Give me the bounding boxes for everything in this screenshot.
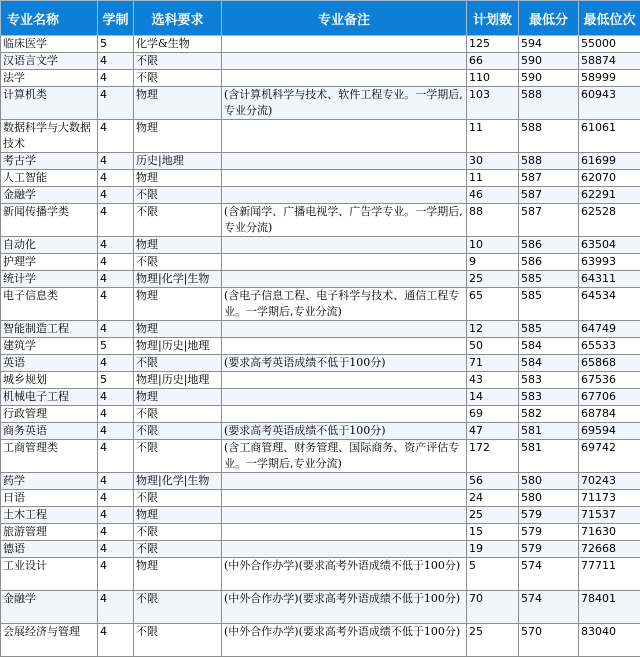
major-cell: 建筑学 xyxy=(1,338,98,355)
major-cell: 法学 xyxy=(1,70,98,87)
plan-cell: 11 xyxy=(467,120,519,153)
min-rank-cell: 64749 xyxy=(579,321,640,338)
note-cell xyxy=(222,507,467,524)
subjects-cell: 物理|化学|生物 xyxy=(134,271,222,288)
table-body xyxy=(1,36,640,657)
plan-cell: 70 xyxy=(467,591,519,624)
table-row xyxy=(1,355,640,372)
table-row xyxy=(1,473,640,490)
note-cell xyxy=(222,338,467,355)
table-row xyxy=(1,271,640,288)
plan-cell: 25 xyxy=(467,271,519,288)
subjects-cell: 物理 xyxy=(134,321,222,338)
min-rank-cell: 67536 xyxy=(579,372,640,389)
min-score-cell: 586 xyxy=(519,237,579,254)
major-cell: 英语 xyxy=(1,355,98,372)
header-major: 专业名称 xyxy=(1,1,98,36)
min-score-cell: 579 xyxy=(519,541,579,558)
plan-cell: 69 xyxy=(467,406,519,423)
table-row xyxy=(1,541,640,558)
note-cell xyxy=(222,53,467,70)
table-row xyxy=(1,524,640,541)
table-row xyxy=(1,53,640,70)
min-score-cell: 594 xyxy=(519,36,579,53)
note-cell xyxy=(222,271,467,288)
major-cell: 工商管理类 xyxy=(1,440,98,473)
table-row xyxy=(1,440,640,473)
table-row xyxy=(1,36,640,53)
subjects-cell: 物理 xyxy=(134,237,222,254)
years-cell: 5 xyxy=(98,338,134,355)
min-score-cell: 574 xyxy=(519,558,579,591)
table-row xyxy=(1,237,640,254)
years-cell: 4 xyxy=(98,558,134,591)
min-rank-cell: 72668 xyxy=(579,541,640,558)
subjects-cell: 化学&生物 xyxy=(134,36,222,53)
plan-cell: 88 xyxy=(467,204,519,237)
note-cell xyxy=(222,237,467,254)
major-cell: 电子信息类 xyxy=(1,288,98,321)
note-cell: (含电子信息工程、电子科学与技术、通信工程专业。一学期后,专业分流) xyxy=(222,288,467,321)
header-years: 学制 xyxy=(98,1,134,36)
major-cell: 日语 xyxy=(1,490,98,507)
table-row xyxy=(1,406,640,423)
note-cell xyxy=(222,524,467,541)
min-rank-cell: 69742 xyxy=(579,440,640,473)
min-score-cell: 579 xyxy=(519,507,579,524)
plan-cell: 47 xyxy=(467,423,519,440)
min-score-cell: 581 xyxy=(519,440,579,473)
subjects-cell: 物理 xyxy=(134,120,222,153)
years-cell: 4 xyxy=(98,389,134,406)
note-cell xyxy=(222,321,467,338)
note-cell: (含新闻学、广播电视学、广告学专业。一学期后,专业分流) xyxy=(222,204,467,237)
subjects-cell: 不限 xyxy=(134,524,222,541)
min-score-cell: 588 xyxy=(519,120,579,153)
note-cell: (中外合作办学)(要求高考外语成绩不低于100分) xyxy=(222,591,467,624)
note-cell: (要求高考英语成绩不低于100分) xyxy=(222,423,467,440)
min-score-cell: 584 xyxy=(519,355,579,372)
plan-cell: 19 xyxy=(467,541,519,558)
note-cell xyxy=(222,473,467,490)
note-cell xyxy=(222,70,467,87)
plan-cell: 11 xyxy=(467,170,519,187)
min-rank-cell: 70243 xyxy=(579,473,640,490)
min-rank-cell: 58999 xyxy=(579,70,640,87)
plan-cell: 71 xyxy=(467,355,519,372)
major-cell: 计算机类 xyxy=(1,87,98,120)
subjects-cell: 不限 xyxy=(134,541,222,558)
table-header-row xyxy=(1,1,640,36)
min-rank-cell: 71630 xyxy=(579,524,640,541)
subjects-cell: 物理|历史|地理 xyxy=(134,372,222,389)
note-cell: (含工商管理、财务管理、国际商务、资产评估专业。一学期后,专业分流) xyxy=(222,440,467,473)
years-cell: 4 xyxy=(98,591,134,624)
note-cell xyxy=(222,389,467,406)
subjects-cell: 物理 xyxy=(134,87,222,120)
note-cell: (中外合作办学)(要求高考外语成绩不低于100分) xyxy=(222,624,467,657)
table-row xyxy=(1,338,640,355)
min-score-cell: 587 xyxy=(519,187,579,204)
min-score-cell: 585 xyxy=(519,321,579,338)
table-row xyxy=(1,558,640,591)
subjects-cell: 物理 xyxy=(134,288,222,321)
table-row xyxy=(1,389,640,406)
note-cell xyxy=(222,187,467,204)
min-rank-cell: 62070 xyxy=(579,170,640,187)
subjects-cell: 物理 xyxy=(134,170,222,187)
min-rank-cell: 77711 xyxy=(579,558,640,591)
years-cell: 4 xyxy=(98,288,134,321)
years-cell: 4 xyxy=(98,53,134,70)
min-rank-cell: 67706 xyxy=(579,389,640,406)
table-row xyxy=(1,170,640,187)
table-row xyxy=(1,153,640,170)
min-rank-cell: 62291 xyxy=(579,187,640,204)
min-rank-cell: 63993 xyxy=(579,254,640,271)
major-cell: 人工智能 xyxy=(1,170,98,187)
plan-cell: 9 xyxy=(467,254,519,271)
min-score-cell: 570 xyxy=(519,624,579,657)
years-cell: 4 xyxy=(98,423,134,440)
table-row xyxy=(1,624,640,657)
years-cell: 4 xyxy=(98,204,134,237)
min-rank-cell: 61061 xyxy=(579,120,640,153)
note-cell xyxy=(222,541,467,558)
table-row xyxy=(1,70,640,87)
plan-cell: 15 xyxy=(467,524,519,541)
subjects-cell: 物理|化学|生物 xyxy=(134,473,222,490)
min-rank-cell: 55000 xyxy=(579,36,640,53)
note-cell: (要求高考英语成绩不低于100分) xyxy=(222,355,467,372)
major-cell: 新闻传播学类 xyxy=(1,204,98,237)
note-cell: (中外合作办学)(要求高考外语成绩不低于100分) xyxy=(222,558,467,591)
header-plan: 计划数 xyxy=(467,1,519,36)
subjects-cell: 物理 xyxy=(134,558,222,591)
plan-cell: 110 xyxy=(467,70,519,87)
min-score-cell: 584 xyxy=(519,338,579,355)
years-cell: 4 xyxy=(98,490,134,507)
years-cell: 4 xyxy=(98,187,134,204)
plan-cell: 12 xyxy=(467,321,519,338)
min-score-cell: 580 xyxy=(519,473,579,490)
years-cell: 4 xyxy=(98,237,134,254)
min-rank-cell: 64534 xyxy=(579,288,640,321)
subjects-cell: 不限 xyxy=(134,204,222,237)
header-min-rank: 最低位次 xyxy=(579,1,640,36)
min-score-cell: 583 xyxy=(519,389,579,406)
note-cell: (含计算机科学与技术、软件工程专业。一学期后,专业分流) xyxy=(222,87,467,120)
plan-cell: 50 xyxy=(467,338,519,355)
subjects-cell: 不限 xyxy=(134,406,222,423)
min-rank-cell: 60943 xyxy=(579,87,640,120)
plan-cell: 43 xyxy=(467,372,519,389)
subjects-cell: 不限 xyxy=(134,70,222,87)
note-cell xyxy=(222,406,467,423)
years-cell: 4 xyxy=(98,254,134,271)
subjects-cell: 物理 xyxy=(134,389,222,406)
years-cell: 4 xyxy=(98,355,134,372)
years-cell: 4 xyxy=(98,406,134,423)
subjects-cell: 不限 xyxy=(134,423,222,440)
major-cell: 汉语言文学 xyxy=(1,53,98,70)
plan-cell: 46 xyxy=(467,187,519,204)
min-rank-cell: 65868 xyxy=(579,355,640,372)
min-score-cell: 580 xyxy=(519,490,579,507)
years-cell: 4 xyxy=(98,473,134,490)
major-cell: 商务英语 xyxy=(1,423,98,440)
plan-cell: 103 xyxy=(467,87,519,120)
plan-cell: 25 xyxy=(467,624,519,657)
years-cell: 4 xyxy=(98,120,134,153)
plan-cell: 65 xyxy=(467,288,519,321)
years-cell: 4 xyxy=(98,271,134,288)
min-rank-cell: 68784 xyxy=(579,406,640,423)
table-row xyxy=(1,423,640,440)
header-note: 专业备注 xyxy=(222,1,467,36)
major-cell: 考古学 xyxy=(1,153,98,170)
table-row xyxy=(1,288,640,321)
min-rank-cell: 62528 xyxy=(579,204,640,237)
subjects-cell: 不限 xyxy=(134,187,222,204)
subjects-cell: 物理|历史|地理 xyxy=(134,338,222,355)
min-score-cell: 586 xyxy=(519,254,579,271)
years-cell: 4 xyxy=(98,541,134,558)
subjects-cell: 不限 xyxy=(134,490,222,507)
major-cell: 旅游管理 xyxy=(1,524,98,541)
major-cell: 金融学 xyxy=(1,591,98,624)
min-score-cell: 581 xyxy=(519,423,579,440)
note-cell xyxy=(222,36,467,53)
subjects-cell: 物理 xyxy=(134,507,222,524)
years-cell: 4 xyxy=(98,507,134,524)
min-score-cell: 587 xyxy=(519,204,579,237)
major-cell: 统计学 xyxy=(1,271,98,288)
min-rank-cell: 63504 xyxy=(579,237,640,254)
years-cell: 4 xyxy=(98,87,134,120)
major-cell: 护理学 xyxy=(1,254,98,271)
major-cell: 自动化 xyxy=(1,237,98,254)
subjects-cell: 不限 xyxy=(134,624,222,657)
plan-cell: 56 xyxy=(467,473,519,490)
major-cell: 金融学 xyxy=(1,187,98,204)
years-cell: 4 xyxy=(98,70,134,87)
table-row xyxy=(1,120,640,153)
plan-cell: 172 xyxy=(467,440,519,473)
years-cell: 4 xyxy=(98,524,134,541)
note-cell xyxy=(222,153,467,170)
major-cell: 工业设计 xyxy=(1,558,98,591)
min-score-cell: 585 xyxy=(519,271,579,288)
min-score-cell: 579 xyxy=(519,524,579,541)
table-row xyxy=(1,372,640,389)
plan-cell: 30 xyxy=(467,153,519,170)
subjects-cell: 不限 xyxy=(134,53,222,70)
years-cell: 4 xyxy=(98,153,134,170)
years-cell: 4 xyxy=(98,440,134,473)
subjects-cell: 不限 xyxy=(134,254,222,271)
table-row xyxy=(1,591,640,624)
min-rank-cell: 58874 xyxy=(579,53,640,70)
subjects-cell: 历史|地理 xyxy=(134,153,222,170)
table-row xyxy=(1,321,640,338)
min-score-cell: 588 xyxy=(519,153,579,170)
min-rank-cell: 65533 xyxy=(579,338,640,355)
major-cell: 临床医学 xyxy=(1,36,98,53)
min-score-cell: 588 xyxy=(519,87,579,120)
years-cell: 4 xyxy=(98,170,134,187)
min-score-cell: 582 xyxy=(519,406,579,423)
min-score-cell: 590 xyxy=(519,70,579,87)
plan-cell: 125 xyxy=(467,36,519,53)
min-score-cell: 590 xyxy=(519,53,579,70)
plan-cell: 66 xyxy=(467,53,519,70)
years-cell: 4 xyxy=(98,321,134,338)
note-cell xyxy=(222,490,467,507)
years-cell: 5 xyxy=(98,372,134,389)
major-cell: 智能制造工程 xyxy=(1,321,98,338)
years-cell: 5 xyxy=(98,36,134,53)
min-score-cell: 585 xyxy=(519,288,579,321)
years-cell: 4 xyxy=(98,624,134,657)
min-rank-cell: 78401 xyxy=(579,591,640,624)
note-cell xyxy=(222,254,467,271)
min-score-cell: 583 xyxy=(519,372,579,389)
subjects-cell: 不限 xyxy=(134,355,222,372)
plan-cell: 24 xyxy=(467,490,519,507)
table-row xyxy=(1,187,640,204)
note-cell xyxy=(222,120,467,153)
min-rank-cell: 83040 xyxy=(579,624,640,657)
note-cell xyxy=(222,372,467,389)
major-cell: 城乡规划 xyxy=(1,372,98,389)
min-score-cell: 574 xyxy=(519,591,579,624)
major-cell: 数据科学与大数据技术 xyxy=(1,120,98,153)
plan-cell: 10 xyxy=(467,237,519,254)
plan-cell: 14 xyxy=(467,389,519,406)
major-cell: 会展经济与管理 xyxy=(1,624,98,657)
major-cell: 行政管理 xyxy=(1,406,98,423)
table-row xyxy=(1,490,640,507)
subjects-cell: 不限 xyxy=(134,440,222,473)
major-cell: 药学 xyxy=(1,473,98,490)
subjects-cell: 不限 xyxy=(134,591,222,624)
header-subjects: 选科要求 xyxy=(134,1,222,36)
table-row xyxy=(1,87,640,120)
note-cell xyxy=(222,170,467,187)
min-rank-cell: 64311 xyxy=(579,271,640,288)
min-rank-cell: 61699 xyxy=(579,153,640,170)
min-rank-cell: 71537 xyxy=(579,507,640,524)
min-rank-cell: 71173 xyxy=(579,490,640,507)
min-score-cell: 587 xyxy=(519,170,579,187)
major-cell: 德语 xyxy=(1,541,98,558)
major-cell: 土木工程 xyxy=(1,507,98,524)
plan-cell: 5 xyxy=(467,558,519,591)
major-cell: 机械电子工程 xyxy=(1,389,98,406)
table-row xyxy=(1,254,640,271)
table-row xyxy=(1,204,640,237)
plan-cell: 25 xyxy=(467,507,519,524)
header-min-score: 最低分 xyxy=(519,1,579,36)
min-rank-cell: 69594 xyxy=(579,423,640,440)
table-row xyxy=(1,507,640,524)
